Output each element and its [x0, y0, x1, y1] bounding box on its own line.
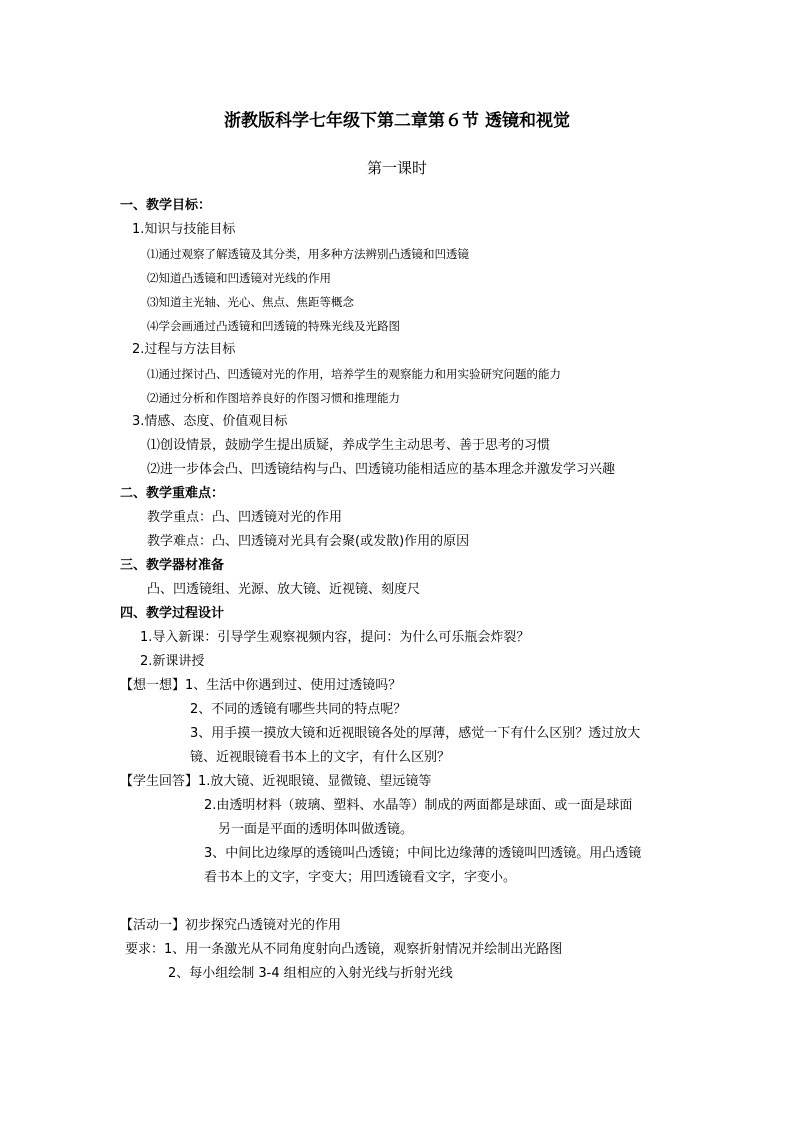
key-point: 教学重点：凸、凹透镜对光的作用: [147, 510, 343, 525]
section-heading-materials: 三、教学器材准备: [120, 558, 225, 573]
think-question-3-line-2: 镜、近视眼镜看书本上的文字，有什么区别？: [190, 750, 451, 765]
student-answer-1: 【学生回答】1.放大镜、近视眼镜、显微镜、望远镜等: [120, 774, 432, 789]
section-heading-key-points: 二、教学重难点：: [120, 486, 225, 501]
difficult-point: 教学难点：凸、凹透镜对光具有会聚(或发散)作用的原因: [147, 534, 470, 549]
process-step-1: 1.导入新课：引导学生观察视频内容，提问：为什么可乐瓶会炸裂？: [140, 630, 530, 645]
think-question-2: 2、不同的透镜有哪些共同的特点呢？: [190, 702, 407, 717]
objective-item: ⑶知道主光轴、光心、焦点、焦距等概念: [147, 295, 354, 309]
activity-requirement-1: 要求：1、用一条激光从不同角度射向凸透镜，观察折射情况并绘制出光路图: [125, 942, 563, 957]
think-question-3-line-1: 3、用手摸一摸放大镜和近视眼镜各处的厚薄，感觉一下有什么区别？透过放大: [190, 726, 641, 741]
objective-item: ⑵通过分析和作图培养良好的作图习惯和推理能力: [147, 391, 400, 405]
lesson-period: 第一课时: [366, 159, 427, 177]
process-step-2: 2.新课讲授: [140, 654, 205, 669]
objective-item: ⑴创设情景，鼓励学生提出质疑，养成学生主动思考、善于思考的习惯: [147, 438, 551, 453]
objective-group-1-label: 1.知识与技能目标: [132, 222, 236, 237]
objective-group-2-label: 2.过程与方法目标: [132, 342, 236, 357]
student-answer-2-line-1: 2.由透明材料（玻璃、塑料、水晶等）制成的两面都是球面、或一面是球面: [204, 798, 633, 813]
objective-item: ⑷学会画通过凸透镜和凹透镜的特殊光线及光路图: [147, 319, 400, 333]
document-title: 浙教版科学七年级下第二章第６节 透镜和视觉: [224, 111, 570, 131]
student-answer-3-line-2: 看书本上的文字，字变大；用凹透镜看文字，字变小。: [204, 870, 517, 885]
objective-item: ⑴通过探讨凸、凹透镜对光的作用，培养学生的观察能力和用实验研究问题的能力: [147, 367, 561, 381]
section-heading-objectives: 一、教学目标：: [120, 198, 212, 213]
objective-item: ⑴通过观察了解透镜及其分类，用多种方法辨别凸透镜和凹透镜: [147, 247, 469, 261]
student-answer-3-line-1: 3、中间比边缘厚的透镜叫凸透镜；中间比边缘薄的透镜叫凹透镜。用凸透镜: [204, 846, 642, 861]
objective-group-3-label: 3.情感、态度、价值观目标: [132, 414, 288, 429]
materials-list: 凸、凹透镜组、光源、放大镜、近视镜、刻度尺: [147, 582, 421, 597]
objective-item: ⑵知道凸透镜和凹透镜对光线的作用: [147, 271, 331, 285]
student-answer-2-line-2: 另一面是平面的透明体叫做透镜。: [218, 822, 414, 837]
think-question-1: 【想一想】1、生活中你遇到过、使用过透镜吗？: [120, 678, 402, 693]
section-heading-process: 四、教学过程设计: [120, 606, 225, 621]
objective-item: ⑵进一步体会凸、凹透镜结构与凸、凹透镜功能相适应的基本理念并激发学习兴趣: [147, 462, 616, 477]
activity-title: 【活动一】初步探究凸透镜对光的作用: [120, 918, 342, 933]
activity-requirement-2: 2、每小组绘制 3-4 组相应的入射光线与折射光线: [168, 966, 453, 981]
